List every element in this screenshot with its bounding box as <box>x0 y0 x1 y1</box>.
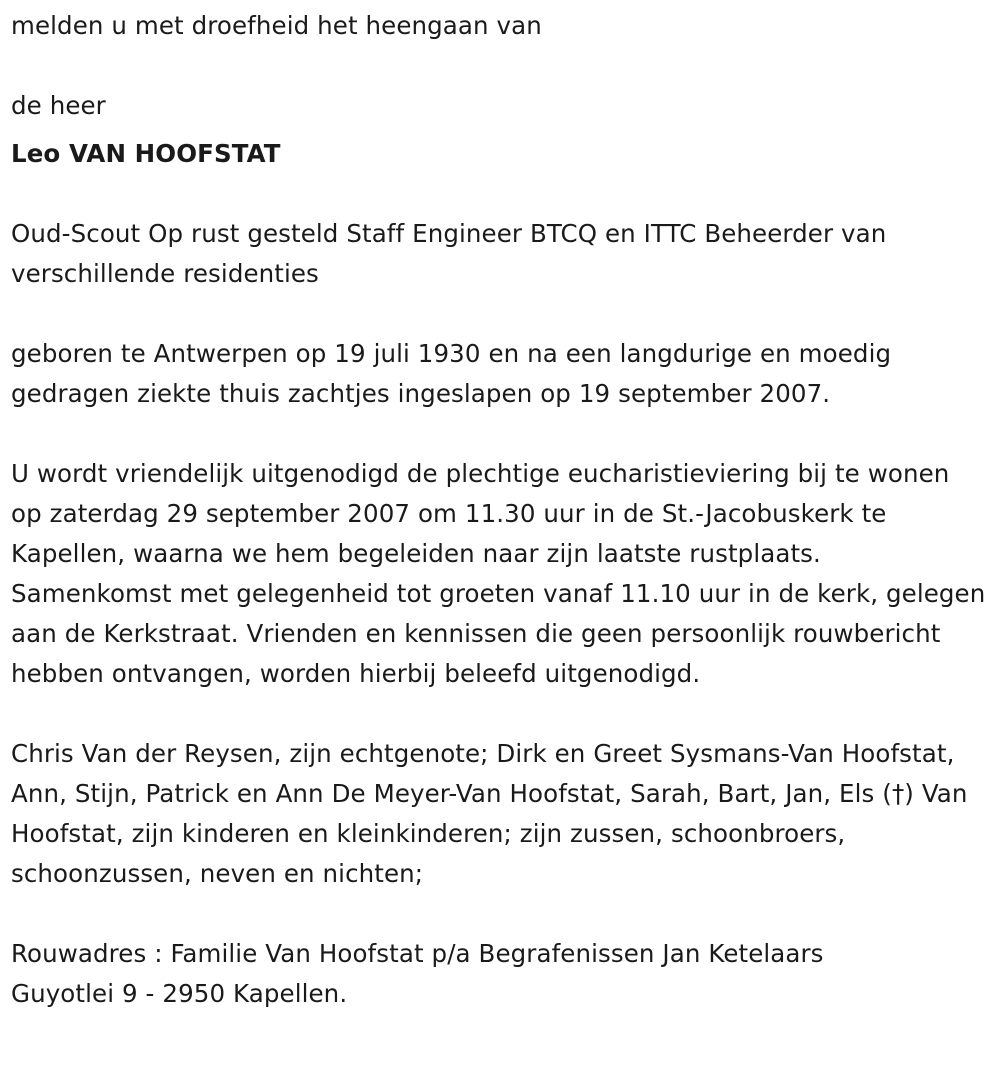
intro-text: melden u met droefheid het heengaan van <box>11 11 542 40</box>
address-line-1: Rouwadres : Familie Van Hoofstat p/a Begrafenissen Jan Ketelaars <box>11 939 824 968</box>
obituary-document <box>11 6 986 1014</box>
address-line-2: Guyotlei 9 - 2950 Kapellen. <box>11 979 348 1008</box>
description-text: Oud-Scout Op rust gesteld Staff Engineer BTCQ en ITTC Beheerder van verschillende residenties <box>11 219 887 288</box>
ceremony-text: U wordt vriendelijk uitgenodigd de plechtige eucharistieviering bij te wonen op zaterdag 29 september 2007 om 11.30 uur in de St.-Jacobuskerk te Kapellen, waarna we hem begeleiden naar zijn laatste rustplaats. Samenkomst met gelegenheid tot groeten vanaf 11.10 uur in de kerk, gelegen aan de Kerkstraat. Vrienden en kennissen die geen persoonlijk rouwbericht hebben ontvangen, worden hierbij beleefd uitgenodigd. <box>11 459 986 688</box>
family-text: Chris Van der Reysen, zijn echtgenote; Dirk en Greet Sysmans-Van Hoofstat, Ann, Stijn, Patrick en Ann De Meyer-Van Hoofstat, Sarah, Bart, Jan, Els (†) Van Hoofstat, zijn kinderen en kleinkinderen; zijn zussen, schoonbroers, schoonzussen, neven en nichten; <box>11 739 968 888</box>
birth-death-text: geboren te Antwerpen op 19 juli 1930 en na een langdurige en moedig gedragen ziekte thuis zachtjes ingeslapen op 19 september 2007. <box>11 339 892 408</box>
deceased-name: Leo VAN HOOFSTAT <box>11 139 281 168</box>
honorific: de heer <box>11 91 106 120</box>
